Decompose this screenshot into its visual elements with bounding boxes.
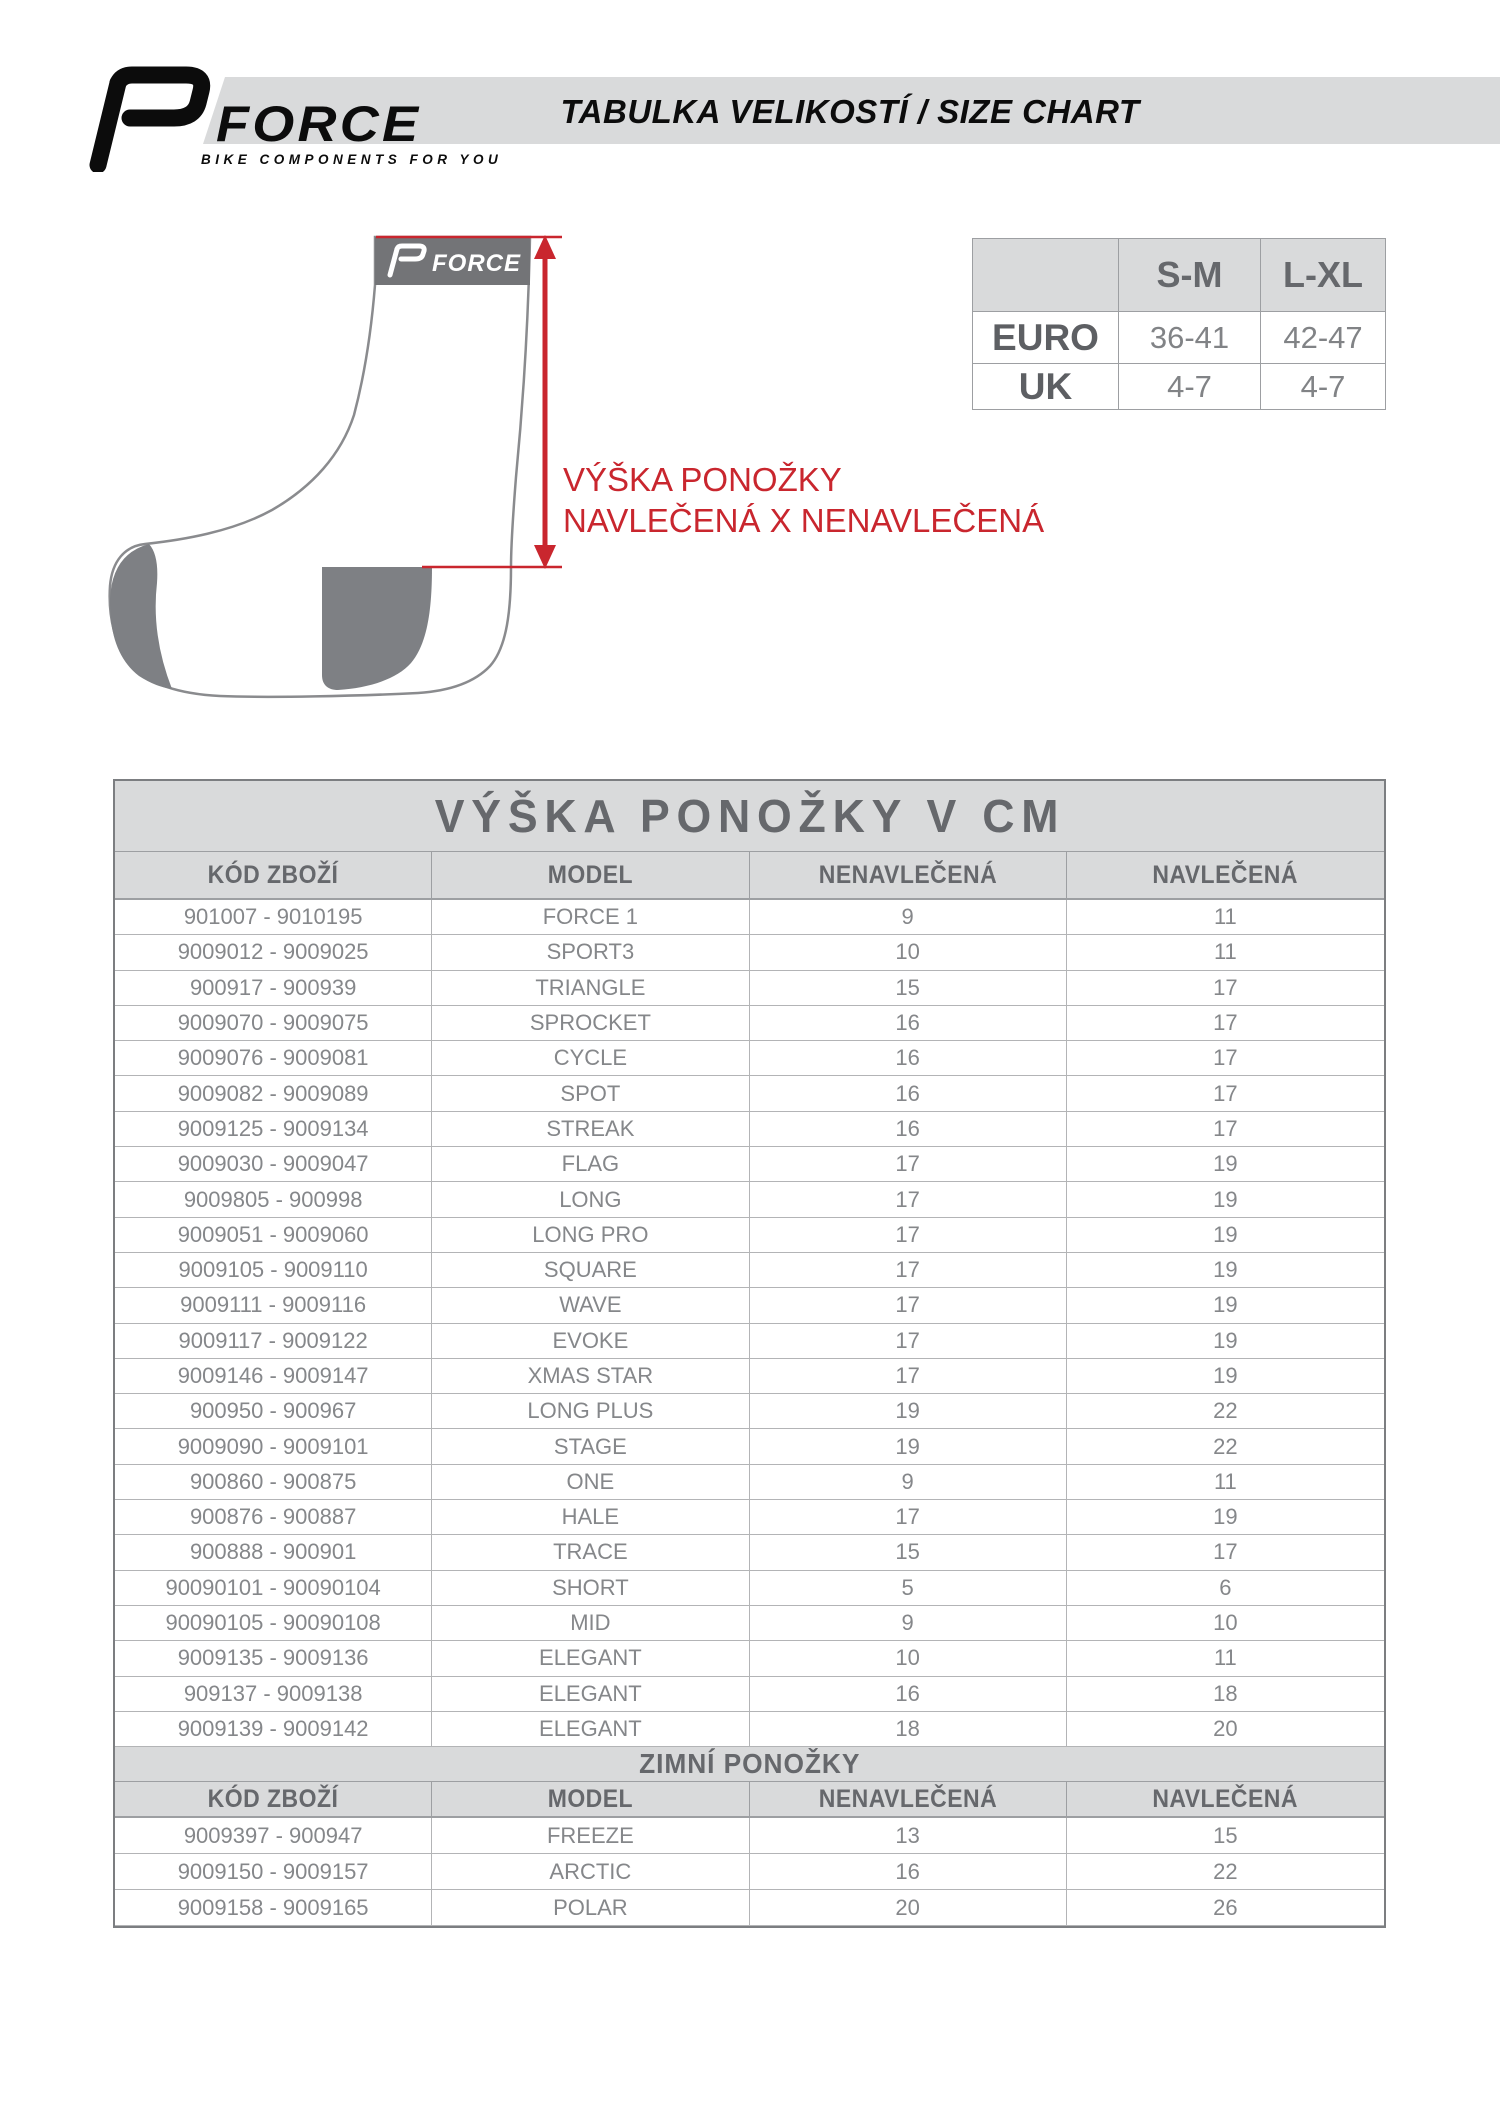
table-cell: POLAR (432, 1890, 749, 1925)
table-cell: 13 (750, 1818, 1067, 1853)
measure-arrow-top (534, 235, 556, 259)
table-cell: 20 (750, 1890, 1067, 1925)
column-header: NAVLEČENÁ (1152, 860, 1299, 889)
table-row (115, 1182, 1384, 1217)
size-table-cell: 42-47 (1261, 312, 1385, 364)
table-cell: 16 (750, 1006, 1067, 1040)
table-cell: 18 (1213, 1680, 1238, 1706)
force-wordmark: FORCE (216, 96, 422, 152)
table-row (115, 971, 1384, 1006)
table-cell: TRIANGLE (432, 971, 749, 1005)
table-cell: 16 (750, 1854, 1067, 1889)
table-cell: LONG PRO (432, 1218, 749, 1252)
table-cell: 16 (750, 1041, 1067, 1075)
table-cell: 9009111 - 9009116 (115, 1288, 432, 1322)
sock-outline (110, 237, 530, 697)
table-cell: 9009070 - 9009075 (115, 1006, 432, 1040)
table-cell: 10 (750, 935, 1067, 969)
table-cell: ELEGANT (432, 1641, 749, 1675)
table-cell: 16 (750, 1112, 1067, 1146)
table-cell: 17 (1213, 1539, 1238, 1565)
table-cell: TRACE (432, 1535, 749, 1569)
table-cell: EVOKE (432, 1324, 749, 1358)
table-cell: 19 (1213, 1363, 1238, 1388)
size-table-cell: 36-41 (1119, 312, 1261, 364)
table-cell: 22 (1213, 1858, 1238, 1884)
table-cell: 17 (1213, 974, 1238, 1000)
table-cell: LONG (432, 1182, 749, 1216)
table-cell: 17 (1213, 1115, 1238, 1141)
size-table-cell: 4-7 (1119, 364, 1261, 409)
table-header-row (115, 852, 1384, 900)
table-cell: 10 (750, 1641, 1067, 1675)
table-cell: 10 (1213, 1610, 1238, 1636)
table-cell: 17 (1213, 1010, 1238, 1036)
table-cell: 26 (1213, 1894, 1238, 1920)
table-cell: SPORT3 (432, 935, 749, 969)
table-row (115, 1218, 1384, 1253)
table-cell: 900888 - 900901 (115, 1535, 432, 1569)
table-cell: 9009076 - 9009081 (115, 1041, 432, 1075)
table-row (115, 1112, 1384, 1147)
page-title: TABULKA VELIKOSTÍ / SIZE CHART (560, 93, 1140, 130)
table-cell: 22 (1213, 1398, 1238, 1424)
table-cell: FREEZE (432, 1818, 749, 1853)
winter-table-body (115, 1818, 1384, 1926)
table-cell: 17 (750, 1218, 1067, 1252)
table-cell: 19 (1213, 1221, 1238, 1247)
table-cell: ELEGANT (432, 1712, 749, 1746)
table-cell: SPOT (432, 1076, 749, 1110)
table-cell: WAVE (432, 1288, 749, 1322)
table-cell: ELEGANT (432, 1677, 749, 1711)
table-cell: 17 (750, 1253, 1067, 1287)
table-cell: 16 (750, 1677, 1067, 1711)
table-row (115, 1677, 1384, 1712)
table-row (115, 1288, 1384, 1323)
table-cell: 17 (750, 1500, 1067, 1534)
table-cell: 9009139 - 9009142 (115, 1712, 432, 1746)
table-row (115, 1006, 1384, 1041)
cuff-brand-text: FORCE (432, 250, 521, 277)
table-row (115, 1818, 1384, 1854)
table-title: VÝŠKA PONOŽKY V CM (434, 790, 1065, 842)
table-cell: 901007 - 9010195 (115, 900, 432, 934)
sock-height-table (113, 779, 1386, 1928)
table-cell: 19 (750, 1429, 1067, 1463)
table-cell: LONG PLUS (432, 1394, 749, 1428)
table-cell: 900876 - 900887 (115, 1500, 432, 1534)
table-body (115, 900, 1384, 1747)
table-cell: 11 (1213, 1645, 1237, 1671)
table-cell: 18 (750, 1712, 1067, 1746)
table-cell: 15 (1213, 1822, 1238, 1848)
table-cell: 9009117 - 9009122 (115, 1324, 432, 1358)
table-cell: 19 (1213, 1151, 1238, 1177)
table-row (115, 1076, 1384, 1111)
table-cell: 9009012 - 9009025 (115, 935, 432, 969)
table-cell: 6 (1219, 1574, 1232, 1600)
size-table-header-lxl: L-XL (1261, 239, 1385, 312)
size-table-corner-cell (973, 239, 1119, 312)
table-cell: 19 (1213, 1257, 1238, 1283)
table-cell: 9009146 - 9009147 (115, 1359, 432, 1393)
table-cell: FORCE 1 (432, 900, 749, 934)
table-cell: HALE (432, 1500, 749, 1534)
table-cell: 900860 - 900875 (115, 1465, 432, 1499)
size-table-row-label: EURO (973, 312, 1119, 364)
table-row (115, 1854, 1384, 1890)
table-cell: 11 (1213, 904, 1237, 930)
table-cell: 9 (750, 1465, 1067, 1499)
table-cell: 15 (750, 1535, 1067, 1569)
table-cell: 9 (750, 1606, 1067, 1640)
size-table-cell: 4-7 (1300, 368, 1346, 404)
force-logo-icon (83, 66, 215, 172)
table-cell: STAGE (432, 1429, 749, 1463)
table-cell: SPROCKET (432, 1006, 749, 1040)
table-cell: 9009082 - 9009089 (115, 1076, 432, 1110)
table-cell: 9009125 - 9009134 (115, 1112, 432, 1146)
table-cell: 16 (750, 1076, 1067, 1110)
table-cell: 5 (750, 1571, 1067, 1605)
table-cell: 90090101 - 90090104 (115, 1571, 432, 1605)
table-cell: XMAS STAR (432, 1359, 749, 1393)
winter-header-row (115, 1781, 1384, 1818)
table-cell: 900917 - 900939 (115, 971, 432, 1005)
table-cell: 19 (750, 1394, 1067, 1428)
measure-arrow-bottom (534, 545, 556, 569)
table-cell: 17 (1213, 1080, 1238, 1106)
euro-uk-size-table (972, 238, 1386, 410)
table-cell: 19 (1213, 1327, 1238, 1353)
table-row (115, 935, 1384, 970)
table-cell: ONE (432, 1465, 749, 1499)
table-cell: 17 (750, 1288, 1067, 1322)
table-cell: 9009090 - 9009101 (115, 1429, 432, 1463)
table-row (115, 1147, 1384, 1182)
table-row (115, 1535, 1384, 1570)
table-cell: 9009150 - 9009157 (115, 1854, 432, 1889)
winter-section-bar (115, 1747, 1384, 1782)
sock-height-label-line1: VÝŠKA PONOŽKY (563, 461, 842, 498)
table-cell: 17 (750, 1147, 1067, 1181)
winter-section-title: ZIMNÍ PONOŽKY (638, 1748, 861, 1780)
table-row (115, 1641, 1384, 1676)
table-row (115, 1253, 1384, 1288)
table-cell: 17 (750, 1324, 1067, 1358)
column-header: NENAVLEČENÁ (750, 852, 1067, 898)
column-header: KÓD ZBOŽÍ (115, 1782, 432, 1816)
table-cell: 11 (1213, 939, 1237, 965)
table-cell: 9009135 - 9009136 (115, 1641, 432, 1675)
size-table-header-sm: S-M (1119, 239, 1261, 312)
table-cell: 9009805 - 900998 (115, 1182, 432, 1216)
table-cell: 909137 - 9009138 (115, 1677, 432, 1711)
size-table-row-label: UK (973, 364, 1119, 409)
table-cell: 19 (1213, 1292, 1238, 1318)
sock-height-label-line2: NAVLEČENÁ X NENAVLEČENÁ (563, 502, 1045, 539)
table-row (115, 900, 1384, 935)
table-cell: FLAG (432, 1147, 749, 1181)
table-row (115, 1041, 1384, 1076)
table-cell: MID (432, 1606, 749, 1640)
column-header: NAVLEČENÁ (1152, 1784, 1299, 1813)
table-cell: 90090105 - 90090108 (115, 1606, 432, 1640)
table-cell: 9009158 - 9009165 (115, 1890, 432, 1925)
table-row (115, 1712, 1384, 1747)
table-cell: 900950 - 900967 (115, 1394, 432, 1428)
table-cell: 22 (1213, 1433, 1238, 1459)
table-row (115, 1890, 1384, 1926)
table-cell: 15 (750, 971, 1067, 1005)
table-cell: SHORT (432, 1571, 749, 1605)
column-header: KÓD ZBOŽÍ (115, 852, 432, 898)
column-header: MODEL (432, 1782, 749, 1816)
table-cell: SQUARE (432, 1253, 749, 1287)
column-header: MODEL (432, 852, 749, 898)
table-cell: 9009051 - 9009060 (115, 1218, 432, 1252)
table-row (115, 1359, 1384, 1394)
table-cell: 9009030 - 9009047 (115, 1147, 432, 1181)
table-cell: 9009397 - 900947 (115, 1818, 432, 1853)
table-row (115, 1571, 1384, 1606)
table-cell: 17 (750, 1359, 1067, 1393)
brand-tagline: BIKE COMPONENTS FOR YOU (201, 152, 503, 167)
table-cell: 19 (1213, 1186, 1238, 1212)
table-cell: 9 (750, 900, 1067, 934)
table-cell: 17 (750, 1182, 1067, 1216)
table-row (115, 1429, 1384, 1464)
table-row (115, 1324, 1384, 1359)
table-cell: ARCTIC (432, 1854, 749, 1889)
column-header: NENAVLEČENÁ (750, 1782, 1067, 1816)
table-cell: 20 (1213, 1715, 1238, 1741)
table-cell: 17 (1213, 1045, 1238, 1071)
table-row (115, 1465, 1384, 1500)
table-cell: 11 (1213, 1468, 1237, 1494)
table-cell: CYCLE (432, 1041, 749, 1075)
table-row (115, 1394, 1384, 1429)
table-title-bar (115, 781, 1384, 852)
table-cell: 19 (1213, 1504, 1238, 1530)
table-row (115, 1500, 1384, 1535)
table-cell: STREAK (432, 1112, 749, 1146)
sock-diagram (70, 215, 590, 725)
table-cell: 9009105 - 9009110 (115, 1253, 432, 1287)
table-row (115, 1606, 1384, 1641)
